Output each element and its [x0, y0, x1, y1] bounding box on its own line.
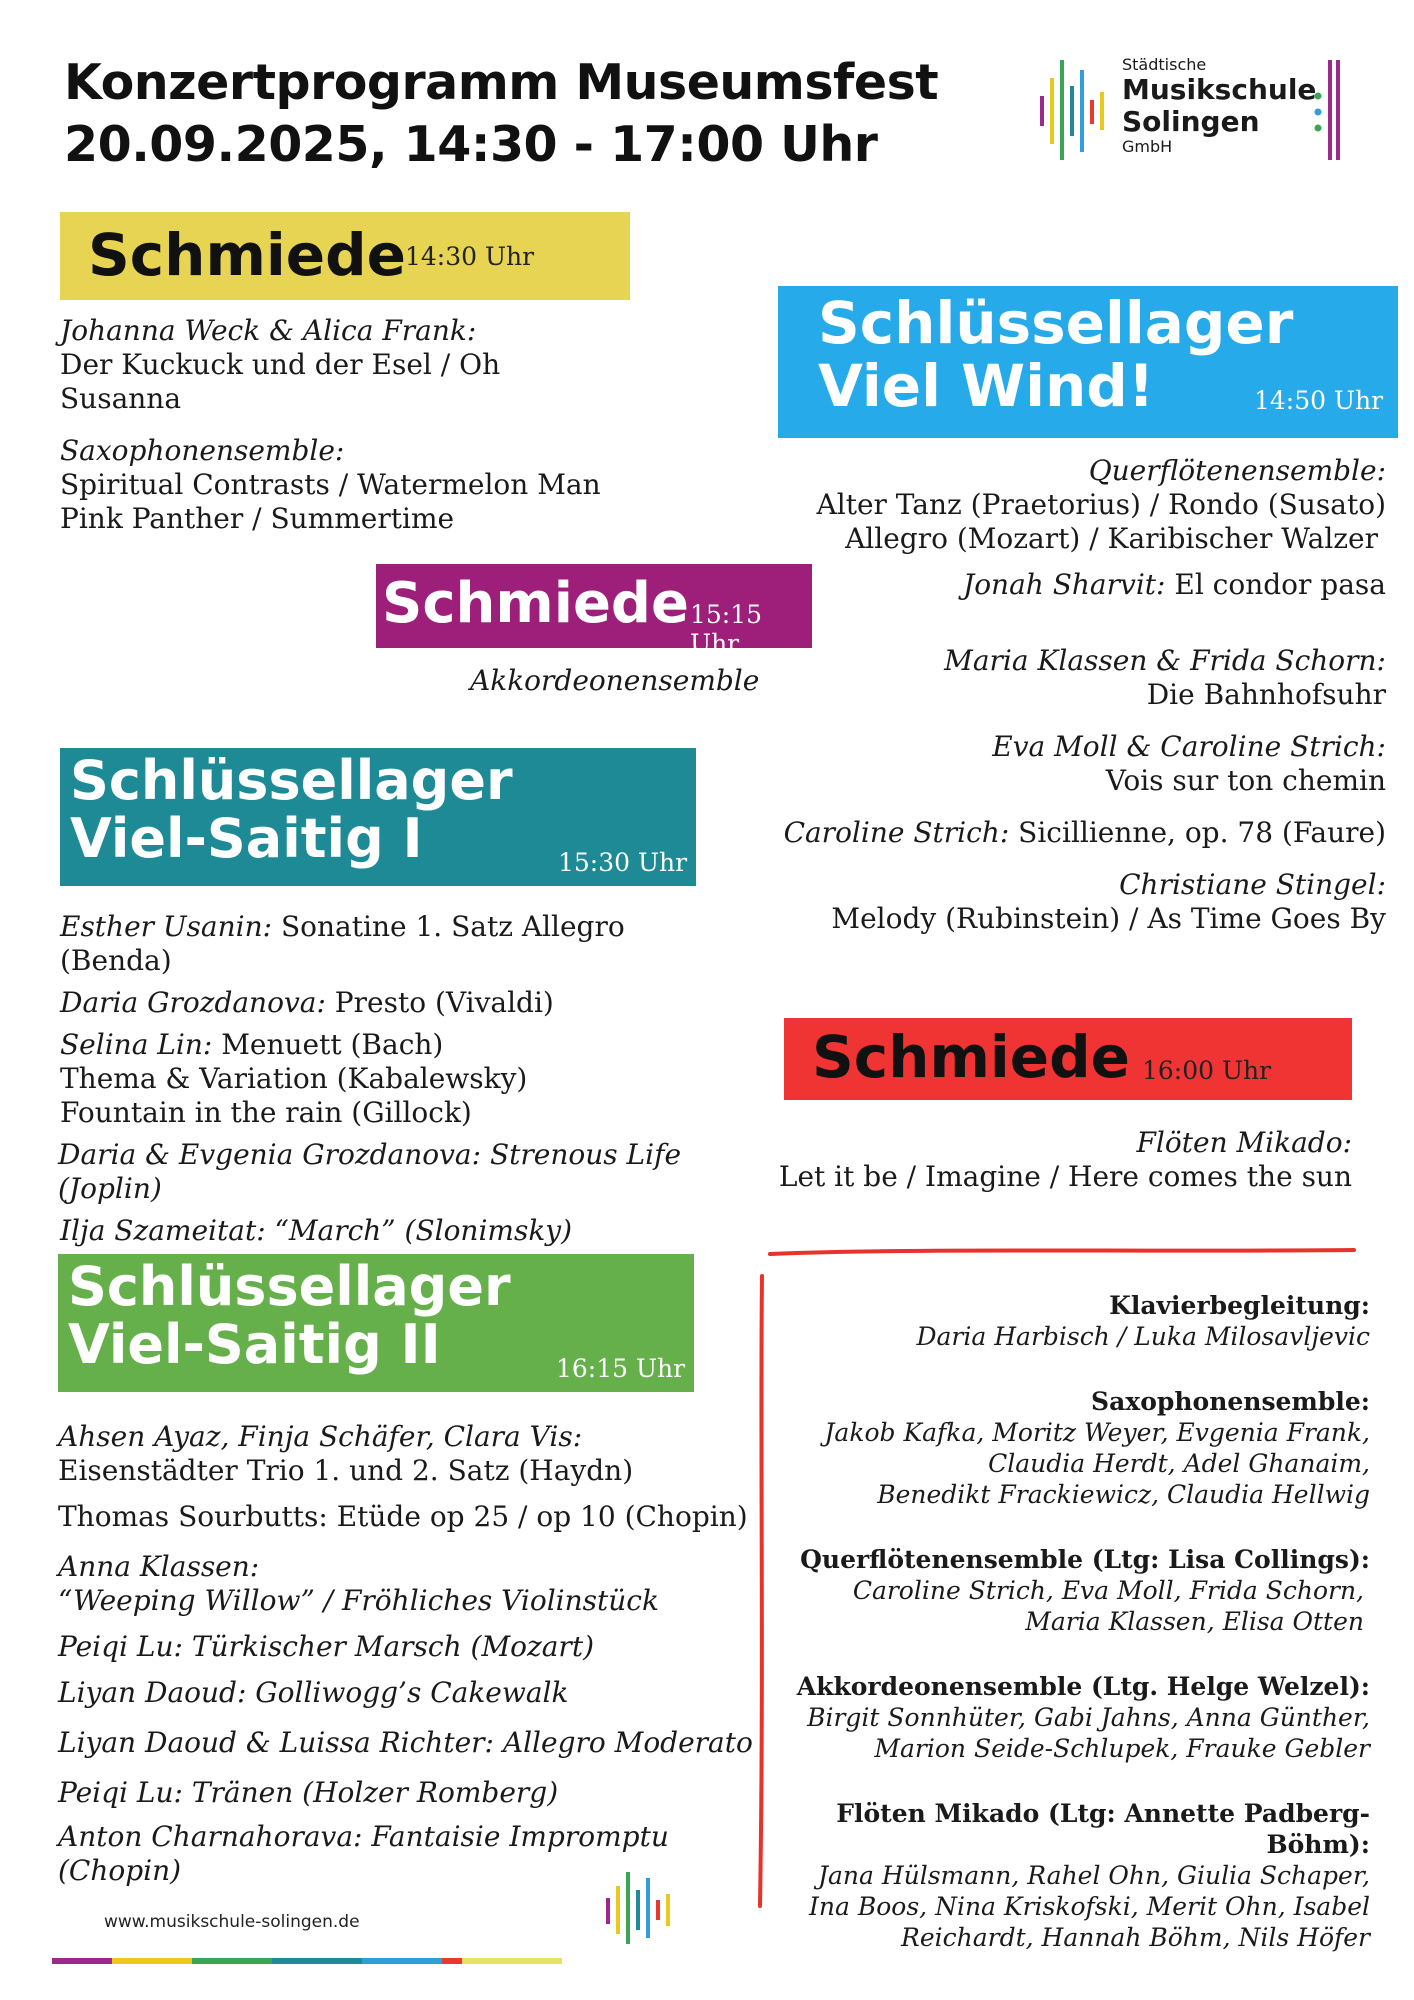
- logo-text: Städtische Musikschule Solingen GmbH: [1122, 55, 1317, 156]
- section-vielwind: Schlüssellager Viel Wind! 14:50 Uhr: [778, 286, 1398, 438]
- footer-logo-icon: [604, 1868, 684, 1948]
- section-vielsaitig-1: Schlüssellager Viel-Saitig I 15:30 Uhr: [60, 748, 696, 886]
- credits: Klavierbegleitung: Daria Harbisch / Luka Milosavljevic Saxophonensemble: Jakob Kafka, Moritz Weyer, Evgenia Frank, Claudia Herdt, Adel Ghanaim, Benedikt Frackiewicz, Claudia Hellwig Querflötenensemble (Ltg: Lisa Collings): Caroline Strich, Eva Moll, Frida Schorn, Maria Klassen, Elisa Otten Akkordeonensemble (Ltg. Helge Welzel): Birgit Sonnhüter, Gabi Jahns, Anna Günther, Marion Seide-Schlupek, Frauke Gebler Flöten Mikado (Ltg: Annette Padberg-Böhm): Jana Hülsmann, Rahel Ohn, Giulia Schaper, Ina Boos, Nina Kriskofski, Merit Ohn, Isabel Reichardt, Hannah Böhm, Nils Höfer: [796, 1291, 1370, 1952]
- section-schmiede-1515: Schmiede 15:15 Uhr: [376, 564, 812, 648]
- schmiede2-program: Akkordeonensemble: [470, 664, 760, 697]
- vielsaitig2-program: Ahsen Ayaz, Finja Schäfer, Clara Vis: Eisenstädter Trio 1. und 2. Satz (Haydn) Thomas Sourbutts: Etüde op 25 / op 10 (Chopin) Anna Klassen: “Weeping Willow” / Fröhliches Violinstück Peiqi Lu: Türkischer Marsch (Mozart) Liyan Daoud: Golliwogg’s Cakewalk Liyan Daoud & Luissa Richter: Allegro Moderato Peiqi Lu: Tränen (Holzer Romberg) Anton Charnahorava: Fantaisie Impromptu (Chopin): [58, 1420, 753, 1887]
- schmiede1-program: Johanna Weck & Alica Frank: Der Kuckuck und der Esel / Oh Susanna Saxophonensemble: Spiritual Contrasts / Watermelon Man Pink Panther / Summertime: [60, 314, 601, 535]
- section-schmiede-1430: Schmiede 14:30 Uhr: [60, 212, 630, 300]
- footer-url[interactable]: www.musikschule-solingen.de: [104, 1912, 360, 1932]
- vielwind-program: Querflötenensemble: Alter Tanz (Praetorius) / Rondo (Susato) Allegro (Mozart) / Karibischer Walzer Jonah Sharvit: El condor pasa Maria Klassen & Frida Schorn: Die Bahnhofsuhr Eva Moll & Caroline Strich: Vois sur ton chemin Caroline Strich: Sicillienne, op. 78 (Faure) Christiane Stingel: Melody (Rubinstein) / As Time Goes By: [783, 454, 1386, 935]
- section-schmiede-1600: Schmiede 16:00 Uhr: [784, 1018, 1352, 1100]
- page-title: [64, 52, 938, 176]
- section-vielsaitig-2: Schlüssellager Viel-Saitig II 16:15 Uhr: [58, 1254, 694, 1392]
- footer-color-bar: [52, 1958, 562, 1964]
- title-line-2: 20.09.2025, 14:30 - 17:00 Uhr: [64, 116, 878, 173]
- vielsaitig1-program: Esther Usanin: Sonatine 1. Satz Allegro (Benda) Daria Grozdanova: Presto (Vivaldi) Selina Lin: Menuett (Bach) Thema & Variation (Kabalewsky) Fountain in the rain (Gillock) Daria & Evgenia Grozdanova: Strenous Life (Joplin) Ilja Szameitat: “March” (Slonimsky): [58, 910, 682, 1247]
- title-line-1: Konzertprogramm Museumsfest: [64, 54, 939, 111]
- schmiede3-program: Flöten Mikado: Let it be / Imagine / Here comes the sun: [778, 1126, 1352, 1193]
